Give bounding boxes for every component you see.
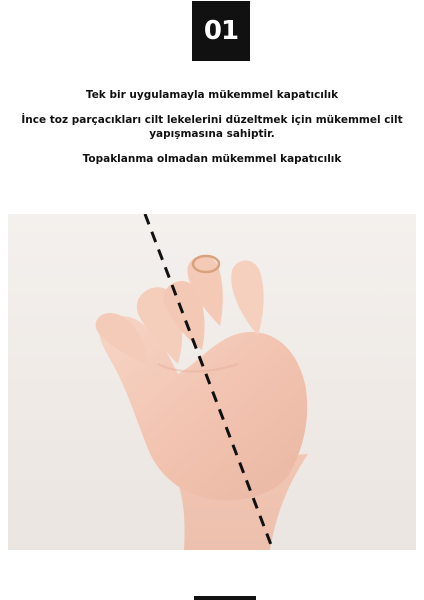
pinky-finger-shape [231,260,263,336]
description-text [0,88,424,177]
headline-text: Tek bir uygulamayla mükemmel kapatıcılık [85,89,339,101]
hand-product-photo [8,214,416,550]
step-number: 01 [203,16,239,46]
step-number-badge [192,1,250,61]
body-text: İnce toz parçacıkları cilt lekelerini düzeltmek için mükemmel cilt yapışmasına sahiptir. [21,114,403,140]
bottom-divider-bar [194,596,256,600]
tagline-text: Topaklanma olmadan mükemmel kapatıcılık [82,153,342,165]
hand-illustration [8,214,416,550]
